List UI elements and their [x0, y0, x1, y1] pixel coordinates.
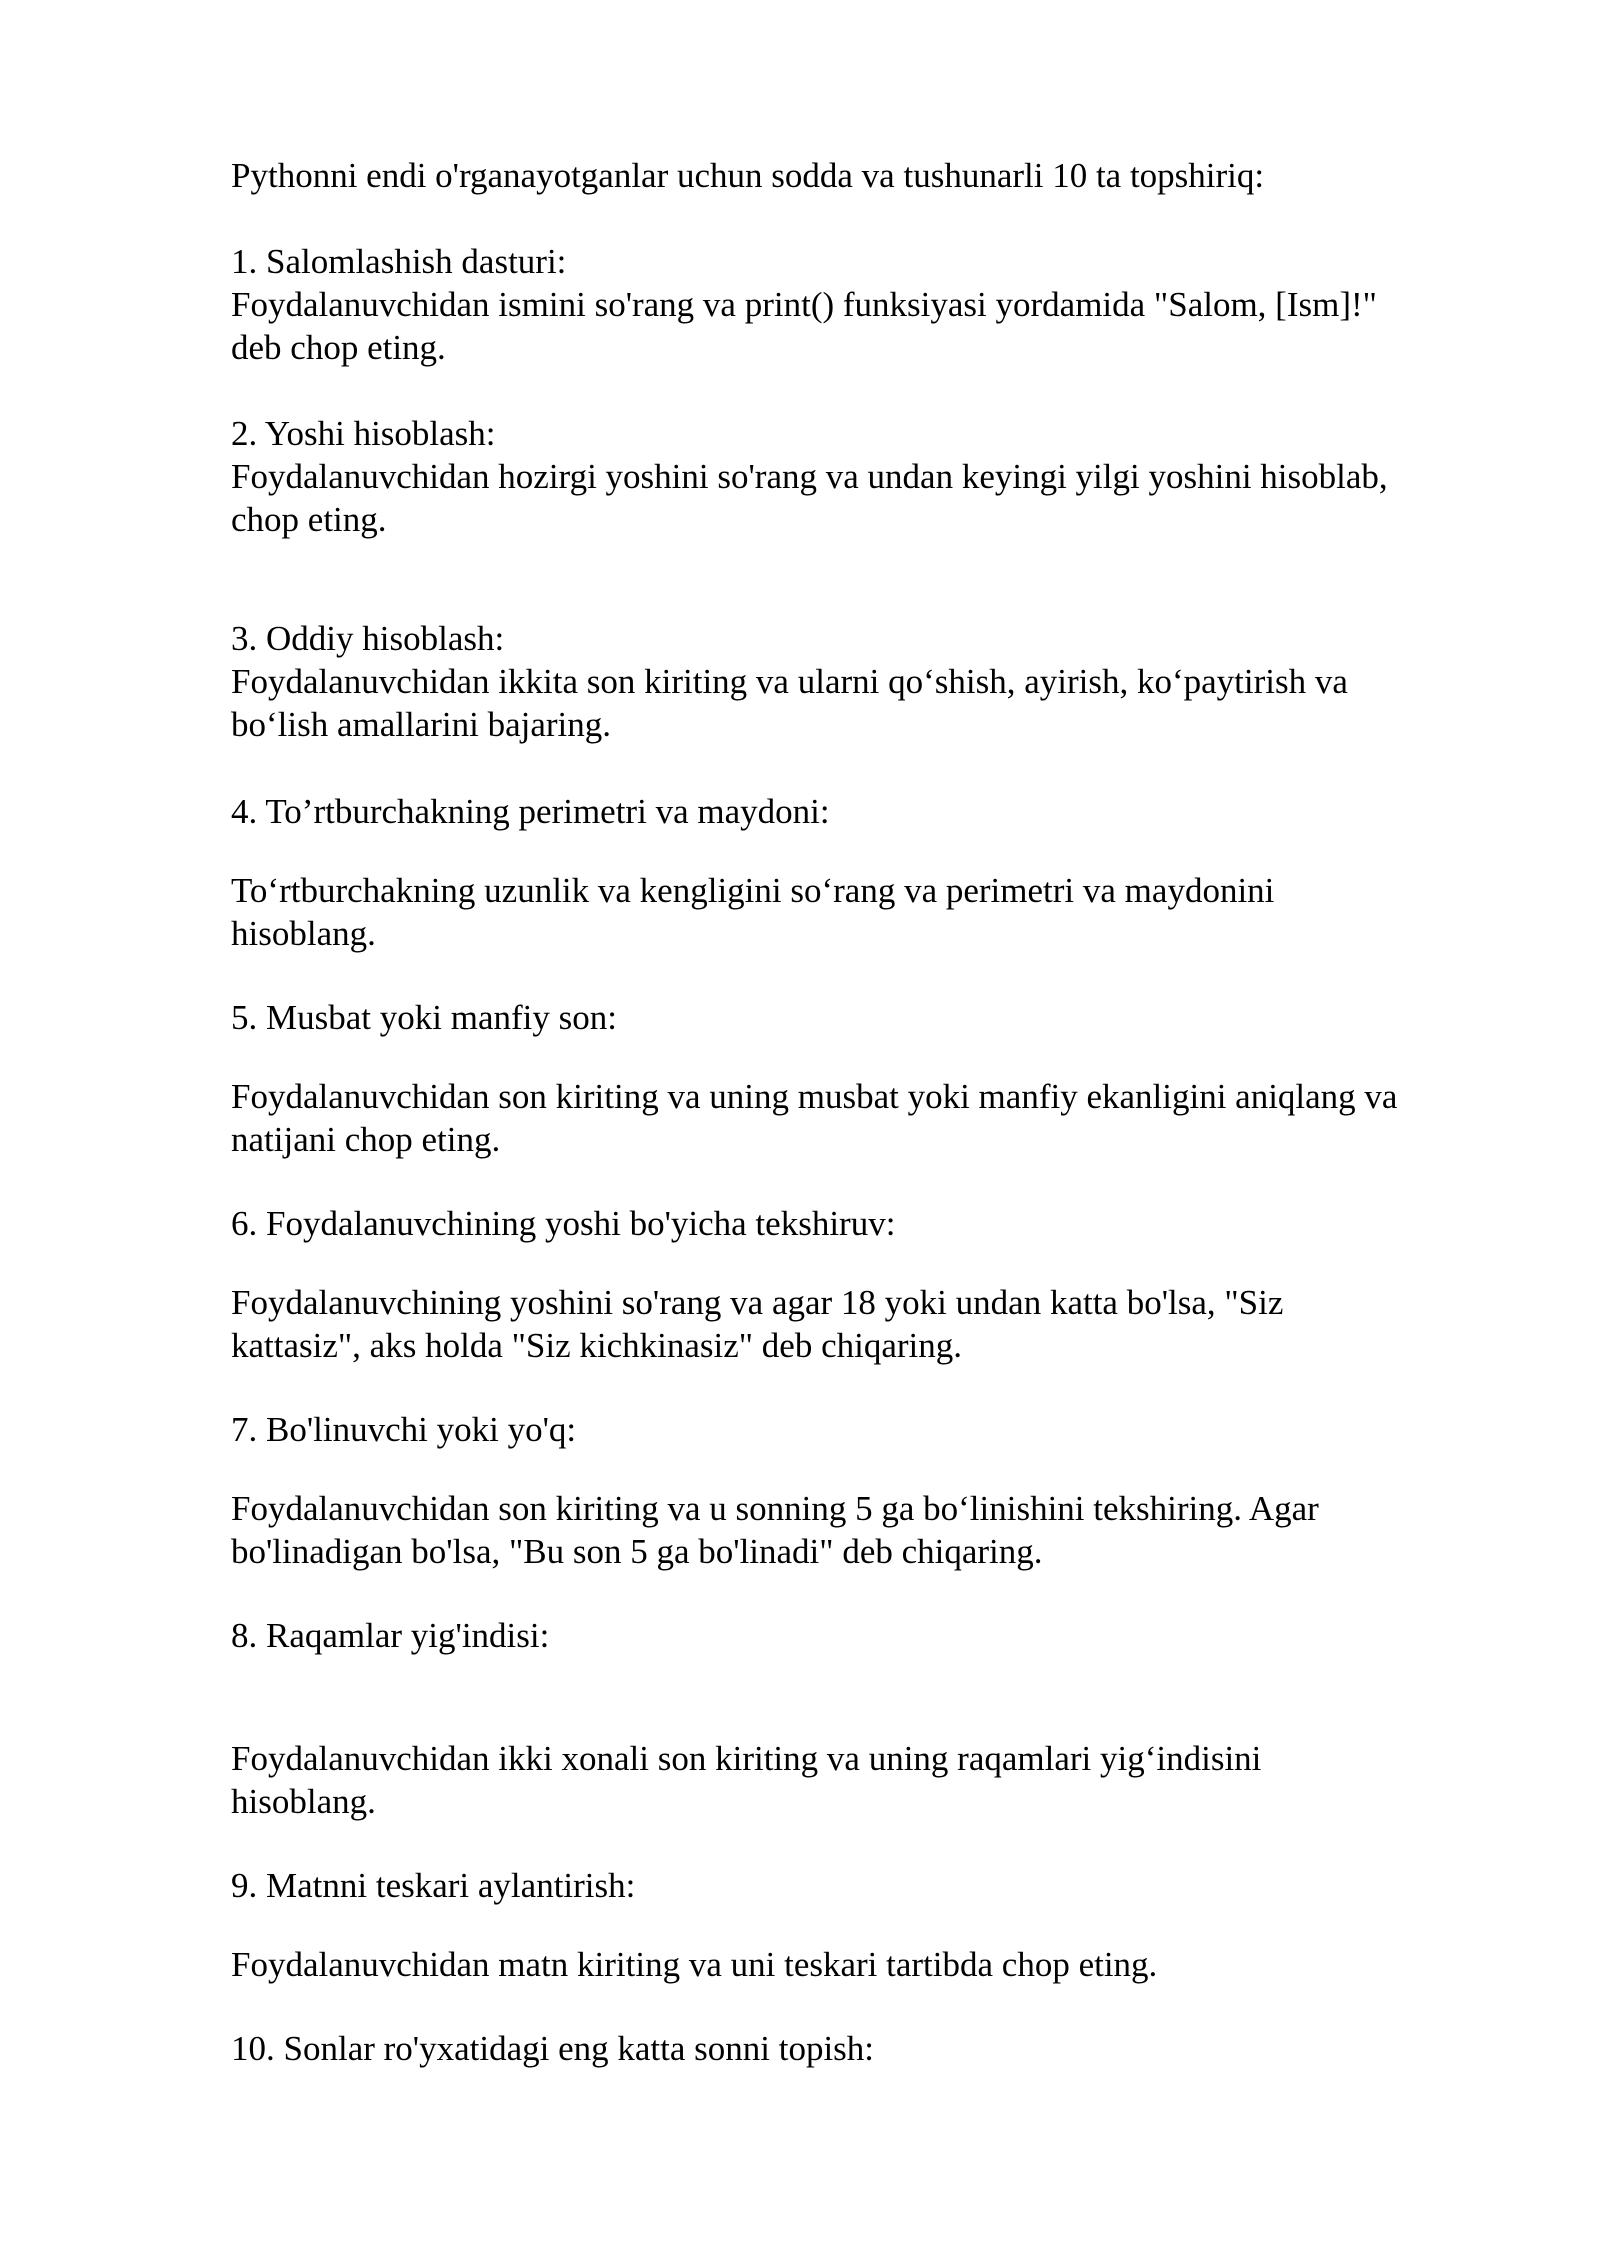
task-body-8-line-1: Foydalanuvchidan ikki xonali son kiriting va uning raqamlari yig‘indisini: [231, 1739, 1262, 1778]
task-body-5-line-1: Foydalanuvchidan son kiriting va uning musbat yoki manfiy ekanligini aniqlang va: [231, 1077, 1398, 1116]
task-heading-4: 4. To’rtburchakning perimetri va maydoni:: [231, 792, 830, 831]
task-body-6-line-2: kattasiz", aks holda "Siz kichkinasiz" deb chiqaring.: [231, 1326, 963, 1365]
task-heading-2: 2. Yoshi hisoblash:: [231, 414, 496, 453]
task-body-4-line-1: To‘rtburchakning uzunlik va kengligini so‘rang va perimetri va maydonini: [231, 871, 1275, 910]
task-heading-1: 1. Salomlashish dasturi:: [231, 242, 567, 281]
document-intro: Pythonni endi o'rganayotganlar uchun sodda va tushunarli 10 ta topshiriq:: [231, 156, 1265, 195]
task-body-4-line-2: hisoblang.: [231, 914, 376, 953]
task-heading-7: 7. Bo'linuvchi yoki yo'q:: [231, 1410, 577, 1449]
task-body-8-line-2: hisoblang.: [231, 1782, 376, 1821]
task-body-9-line-1: Foydalanuvchidan matn kiriting va uni teskari tartibda chop eting.: [231, 1945, 1158, 1984]
task-body-3-line-2: bo‘lish amallarini bajaring.: [231, 705, 612, 744]
task-body-2-line-1: Foydalanuvchidan hozirgi yoshini so'rang va undan keyingi yilgi yoshini hisoblab,: [231, 457, 1388, 496]
task-body-2-line-2: chop eting.: [231, 500, 387, 539]
task-body-3-line-1: Foydalanuvchidan ikkita son kiriting va ularni qo‘shish, ayirish, ko‘paytirish va: [231, 662, 1348, 701]
task-body-5-line-2: natijani chop eting.: [231, 1120, 501, 1159]
task-body-1-line-1: Foydalanuvchidan ismini so'rang va print() funksiyasi yordamida "Salom, [Ism]!": [231, 285, 1377, 324]
task-heading-9: 9. Matnni teskari aylantirish:: [231, 1866, 636, 1905]
task-heading-5: 5. Musbat yoki manfiy son:: [231, 998, 617, 1037]
task-body-1-line-2: deb chop eting.: [231, 328, 446, 367]
task-body-7-line-1: Foydalanuvchidan son kiriting va u sonning 5 ga bo‘linishini tekshiring. Agar: [231, 1489, 1319, 1528]
task-body-7-line-2: bo'linadigan bo'lsa, "Bu son 5 ga bo'linadi" deb chiqaring.: [231, 1532, 1043, 1571]
task-heading-10: 10. Sonlar ro'yxatidagi eng katta sonni topish:: [231, 2029, 875, 2068]
task-heading-8: 8. Raqamlar yig'indisi:: [231, 1616, 550, 1655]
task-heading-6: 6. Foydalanuvchining yoshi bo'yicha tekshiruv:: [231, 1204, 896, 1243]
task-heading-3: 3. Oddiy hisoblash:: [231, 619, 505, 658]
task-body-6-line-1: Foydalanuvchining yoshini so'rang va agar 18 yoki undan katta bo'lsa, "Siz: [231, 1283, 1284, 1322]
